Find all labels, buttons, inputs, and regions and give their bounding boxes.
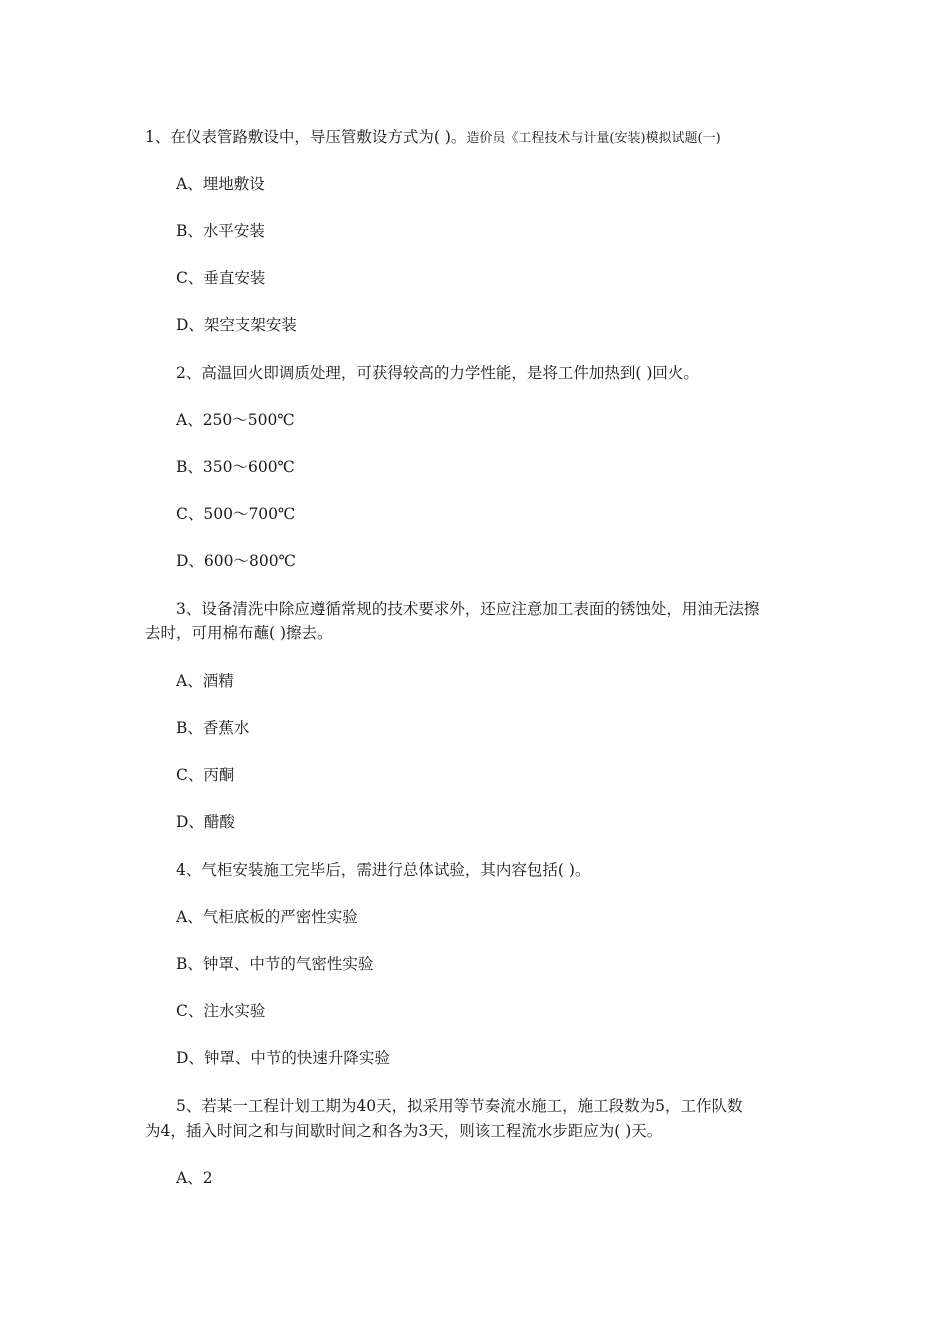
question-1-option-a: A、埋地敷设 <box>176 175 265 193</box>
question-1-stem <box>145 126 721 150</box>
question-4-option-b: B、钟罩、中节的气密性实验 <box>176 955 374 973</box>
question-4-option-a: A、气柜底板的严密性实验 <box>176 908 358 926</box>
question-4-option-c: C、注水实验 <box>176 1002 266 1020</box>
question-2-option-b: B、350～600℃ <box>176 458 295 476</box>
question-2-stem: 2、高温回火即调质处理，可获得较高的力学性能，是将工件加热到( )回火。 <box>176 364 699 382</box>
question-3-option-b: B、香蕉水 <box>176 719 250 737</box>
document-title-suffix: 造价员《工程技术与计量(安装)模拟试题(一) <box>466 131 721 146</box>
question-1-stem-text: 1、在仪表管路敷设中，导压管敷设方式为( )。 <box>145 128 467 146</box>
question-3-stem-line-2: 去时，可用棉布蘸( )擦去。 <box>145 624 333 642</box>
question-1-option-c: C、垂直安装 <box>176 269 266 287</box>
question-4-stem: 4、气柜安装施工完毕后，需进行总体试验，其内容包括( )。 <box>176 861 591 879</box>
question-3-option-c: C、丙酮 <box>176 766 235 784</box>
question-2-option-c: C、500～700℃ <box>176 505 296 523</box>
question-5-option-a: A、2 <box>176 1169 213 1187</box>
question-3-option-d: D、醋酸 <box>176 813 235 831</box>
question-5-stem-line-2: 为4，插入时间之和与间歇时间之和各为3天，则该工程流水步距应为( )天。 <box>145 1122 663 1140</box>
question-1-option-d: D、架空支架安装 <box>176 316 297 334</box>
question-2-option-a: A、250～500℃ <box>176 411 295 429</box>
question-1-option-b: B、水平安装 <box>176 222 265 240</box>
question-3-option-a: A、酒精 <box>176 672 234 690</box>
question-3-stem-line-1: 3、设备清洗中除应遵循常规的技术要求外，还应注意加工表面的锈蚀处，用油无法擦 <box>176 600 760 618</box>
question-2-option-d: D、600～800℃ <box>176 552 296 570</box>
question-4-option-d: D、钟罩、中节的快速升降实验 <box>176 1049 390 1067</box>
question-5-stem-line-1: 5、若某一工程计划工期为40天，拟采用等节奏流水施工，施工段数为5，工作队数 <box>176 1097 743 1115</box>
